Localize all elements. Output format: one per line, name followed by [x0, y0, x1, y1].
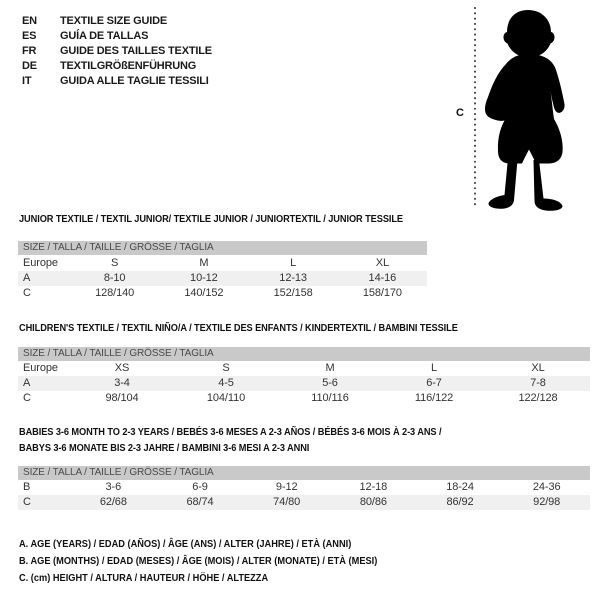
table-cell: 7-8 — [530, 377, 546, 389]
table-cell: 86/92 — [446, 496, 474, 508]
table-cell: 116/122 — [414, 392, 454, 404]
note-height-cm: C. (cm) HEIGHT / ALTURA / HAUTEUR / HÖHE / ALTEZZA — [19, 572, 269, 584]
lang-row-es — [22, 29, 212, 44]
table-cell: 12-13 — [279, 272, 307, 284]
note-age-months: B. AGE (MONTHS) / EDAD (MESES) / ÂGE (MOIS) / ALTER (MONATE) / ETÀ (MESI) — [19, 555, 378, 567]
table-cell: 9-12 — [275, 481, 298, 493]
children-header-row — [18, 361, 590, 376]
table-cell: C — [23, 496, 31, 508]
table-cell: 92/98 — [533, 496, 561, 508]
lang-code: ES — [22, 30, 37, 42]
table-cell: 98/104 — [105, 392, 139, 404]
babies-row-b — [18, 480, 590, 495]
babies-size-bar: SIZE / TALLA / TAILLE / GRÖSSE / TAGLIA — [18, 466, 590, 480]
table-cell: 158/170 — [362, 287, 402, 299]
table-cell: 5-6 — [322, 377, 338, 389]
table-cell: 110/116 — [311, 392, 349, 404]
table-cell: 62/68 — [99, 496, 127, 508]
table-cell: 6-7 — [426, 377, 442, 389]
table-cell: 14-16 — [368, 272, 397, 284]
table-cell: 24-36 — [532, 481, 561, 493]
lang-code: IT — [22, 75, 32, 87]
table-cell: M — [199, 257, 209, 269]
table-cell: XL — [531, 362, 545, 374]
junior-size-bar: SIZE / TALLA / TAILLE / GRÖSSE / TAGLIA — [18, 241, 427, 255]
table-cell: XS — [114, 362, 130, 374]
table-cell: 152/158 — [273, 287, 313, 299]
table-cell: S — [111, 257, 119, 269]
table-cell: A — [23, 377, 31, 389]
table-cell: Europe — [23, 257, 58, 269]
lang-row-en — [22, 14, 212, 29]
lang-code: EN — [22, 15, 37, 27]
baby-silhouette — [485, 10, 565, 211]
table-cell: 6-9 — [192, 481, 208, 493]
guide-title: TEXTILE SIZE GUIDE — [60, 15, 168, 27]
lang-row-de — [22, 59, 212, 74]
table-cell: 18-24 — [446, 481, 474, 493]
table-cell: 4-5 — [218, 377, 234, 389]
lang-row-it — [22, 74, 212, 89]
table-cell: 3-6 — [105, 481, 122, 493]
children-row-a — [18, 376, 590, 391]
guide-title: GUIDE DES TAILLES TEXTILE — [60, 45, 212, 57]
table-cell: B — [23, 481, 31, 493]
table-cell: Europe — [23, 362, 58, 374]
table-cell: XL — [375, 257, 389, 269]
table-cell: M — [325, 362, 335, 374]
guide-title: TEXTILGRÖßENFÜHRUNG — [60, 60, 197, 72]
babies-section-heading-line2: BABYS 3-6 MONATE BIS 2-3 JAHRE / BAMBINI 3-6 MESI A 2-3 ANNI — [19, 442, 310, 454]
guide-title: GUÍA DE TALLAS — [60, 30, 149, 42]
lang-row-fr — [22, 44, 212, 59]
junior-row-a — [18, 271, 427, 286]
table-cell: S — [222, 362, 230, 374]
language-title-block — [22, 14, 212, 89]
table-cell: L — [290, 257, 297, 269]
junior-row-c — [18, 286, 427, 301]
table-cell: 8-10 — [103, 272, 126, 284]
babies-row-c — [18, 495, 590, 510]
table-cell: 104/110 — [206, 392, 246, 404]
table-cell: 68/74 — [186, 496, 214, 508]
children-section-heading: CHILDREN'S TEXTILE / TEXTIL NIÑO/A / TEXTILE DES ENFANTS / KINDERTEXTIL / BAMBINI TESSILE — [19, 322, 458, 334]
table-cell: C — [23, 287, 31, 299]
note-age-years: A. AGE (YEARS) / EDAD (AÑOS) / ÂGE (ANS) / ALTER (JAHRE) / ETÀ (ANNI) — [19, 538, 352, 550]
table-cell: 74/80 — [273, 496, 301, 508]
junior-section-heading: JUNIOR TEXTILE / TEXTIL JUNIOR/ TEXTILE JUNIOR / JUNIORTEXTIL / JUNIOR TESSILE — [19, 213, 404, 225]
table-cell: 10-12 — [190, 272, 218, 284]
table-cell: 122/128 — [518, 392, 558, 404]
junior-header-row — [18, 256, 427, 271]
children-row-c — [18, 391, 590, 406]
table-cell: 12-18 — [359, 481, 388, 493]
table-cell: 3-4 — [114, 377, 130, 389]
table-cell: C — [23, 392, 31, 404]
guide-title: GUIDA ALLE TAGLIE TESSILI — [60, 75, 209, 87]
children-size-bar: SIZE / TALLA / TAILLE / GRÖSSE / TAGLIA — [18, 347, 590, 361]
table-cell: 140/152 — [184, 287, 224, 299]
lang-code: FR — [22, 45, 37, 57]
table-cell: A — [23, 272, 31, 284]
table-cell: 80/86 — [359, 496, 387, 508]
table-cell: 128/140 — [95, 287, 135, 299]
lang-code: DE — [22, 60, 37, 72]
measure-label-c: C — [456, 107, 464, 119]
table-cell: L — [430, 362, 438, 374]
babies-section-heading-line1: BABIES 3-6 MONTH TO 2-3 YEARS / BEBÉS 3-6 MESES A 2-3 AÑOS / BÉBÉS 3-6 MOIS À 2-3 ANS / — [19, 426, 442, 438]
